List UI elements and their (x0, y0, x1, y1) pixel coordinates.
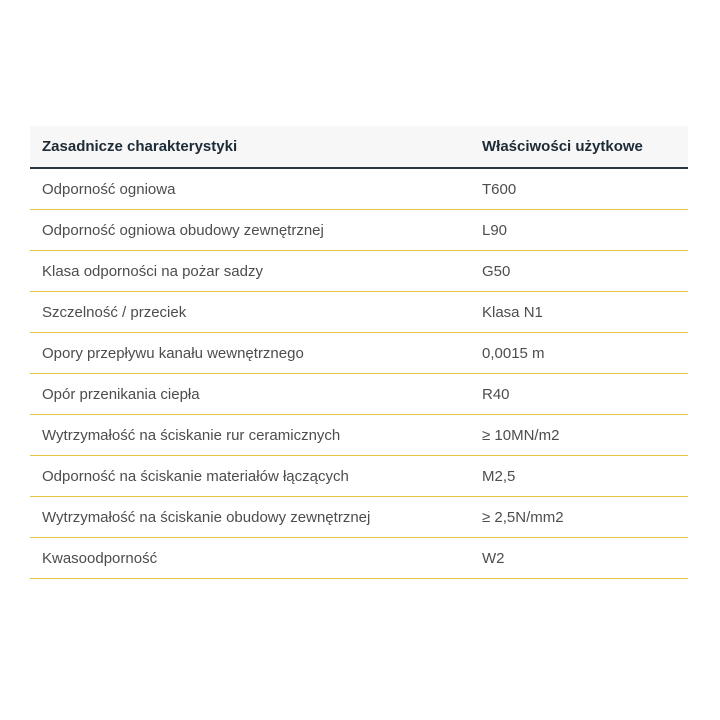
performance-cell: T600 (470, 168, 688, 210)
characteristic-cell: Wytrzymałość na ściskanie rur ceramicznych (30, 415, 470, 456)
table-row (30, 456, 688, 497)
characteristic-cell: Klasa odporności na pożar sadzy (30, 251, 470, 292)
characteristic-cell: Odporność ogniowa obudowy zewnętrznej (30, 210, 470, 251)
table-row (30, 497, 688, 538)
header-characteristics: Zasadnicze charakterystyki (30, 126, 470, 168)
table-row (30, 210, 688, 251)
table-row (30, 251, 688, 292)
characteristic-cell: Odporność na ściskanie materiałów łączących (30, 456, 470, 497)
properties-table (30, 126, 688, 579)
table-row (30, 333, 688, 374)
table-body (30, 168, 688, 579)
table-row (30, 292, 688, 333)
table-row (30, 374, 688, 415)
table-header (30, 126, 688, 168)
characteristic-cell: Opór przenikania ciepła (30, 374, 470, 415)
performance-cell: W2 (470, 538, 688, 579)
performance-cell: M2,5 (470, 456, 688, 497)
characteristic-cell: Opory przepływu kanału wewnętrznego (30, 333, 470, 374)
characteristic-cell: Wytrzymałość na ściskanie obudowy zewnętrznej (30, 497, 470, 538)
characteristic-cell: Kwasoodporność (30, 538, 470, 579)
performance-cell: ≥ 2,5N/mm2 (470, 497, 688, 538)
table-row (30, 168, 688, 210)
performance-cell: Klasa N1 (470, 292, 688, 333)
performance-cell: 0,0015 m (470, 333, 688, 374)
characteristic-cell: Szczelność / przeciek (30, 292, 470, 333)
performance-cell: ≥ 10MN/m2 (470, 415, 688, 456)
performance-cell: G50 (470, 251, 688, 292)
table-row (30, 538, 688, 579)
performance-cell: L90 (470, 210, 688, 251)
characteristic-cell: Odporność ogniowa (30, 168, 470, 210)
properties-table-container (30, 126, 688, 579)
performance-cell: R40 (470, 374, 688, 415)
table-row (30, 415, 688, 456)
header-performance: Właściwości użytkowe (470, 126, 688, 168)
table-header-row (30, 126, 688, 168)
